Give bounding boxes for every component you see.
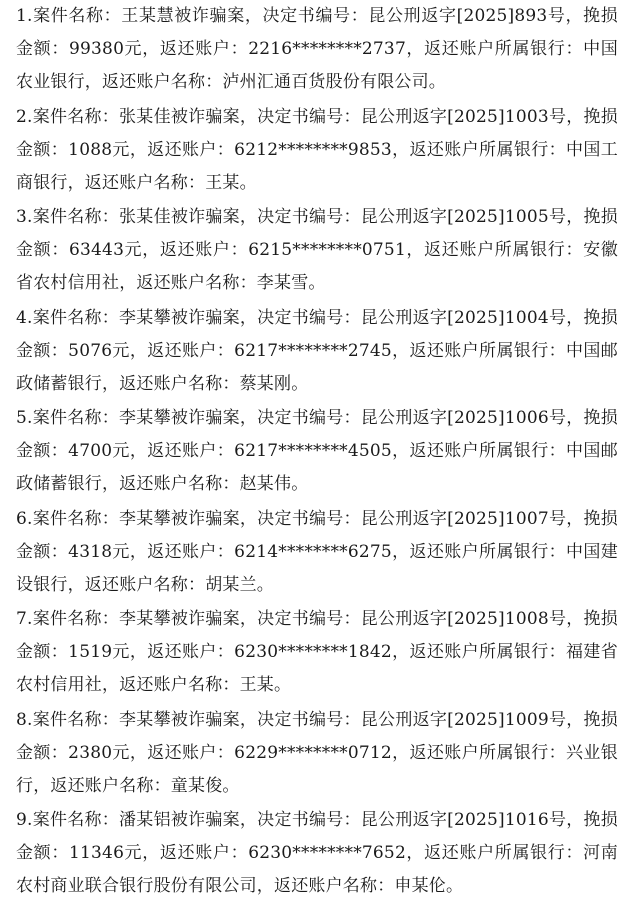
case-entry-1: 1.案件名称：王某慧被诈骗案，决定书编号：昆公刑返字[2025]893号，挽损金额：99380元，返还账户：2216********2737，返还账户所属银行：中国农业银行，返还账户名称：泸州汇通百货股份有限公司。 [16,6,618,92]
case-entry-8: 8.案件名称：李某攀被诈骗案，决定书编号：昆公刑返字[2025]1009号，挽损金额：2380元，返还账户：6229********0712，返还账户所属银行：兴业银行，返还账户名称：童某俊。 [16,709,618,796]
case-entry-2: 2.案件名称：张某佳被诈骗案，决定书编号：昆公刑返字[2025]1003号，挽损金额：1088元，返还账户：6212********9853，返还账户所属银行：中国工商银行，返还账户名称：王某。 [16,106,618,193]
case-entry-3: 3.案件名称：张某佳被诈骗案，决定书编号：昆公刑返字[2025]1005号，挽损金额：63443元，返还账户：6215********0751，返还账户所属银行：安徽省农村信用社，返还账户名称：李某雪。 [16,207,618,293]
case-entry-9: 9.案件名称：潘某铝被诈骗案，决定书编号：昆公刑返字[2025]1016号，挽损金额：11346元，返还账户：6230********7652，返还账户所属银行：河南农村商业联合银行股份有限公司，返还账户名称：申某伦。 [16,810,618,896]
case-entry-6: 6.案件名称：李某攀被诈骗案，决定书编号：昆公刑返字[2025]1007号，挽损金额：4318元，返还账户：6214********6275，返还账户所属银行：中国建设银行，返还账户名称：胡某兰。 [16,508,618,595]
case-entry-4: 4.案件名称：李某攀被诈骗案，决定书编号：昆公刑返字[2025]1004号，挽损金额：5076元，返还账户：6217********2745，返还账户所属银行：中国邮政储蓄银行，返还账户名称：蔡某刚。 [16,307,618,394]
case-entry-7: 7.案件名称：李某攀被诈骗案，决定书编号：昆公刑返字[2025]1008号，挽损金额：1519元，返还账户：6230********1842，返还账户所属银行：福建省农村信用社，返还账户名称：王某。 [16,609,618,695]
case-entry-5: 5.案件名称：李某攀被诈骗案，决定书编号：昆公刑返字[2025]1006号，挽损金额：4700元，返还账户：6217********4505，返还账户所属银行：中国邮政储蓄银行，返还账户名称：赵某伟。 [16,408,618,494]
